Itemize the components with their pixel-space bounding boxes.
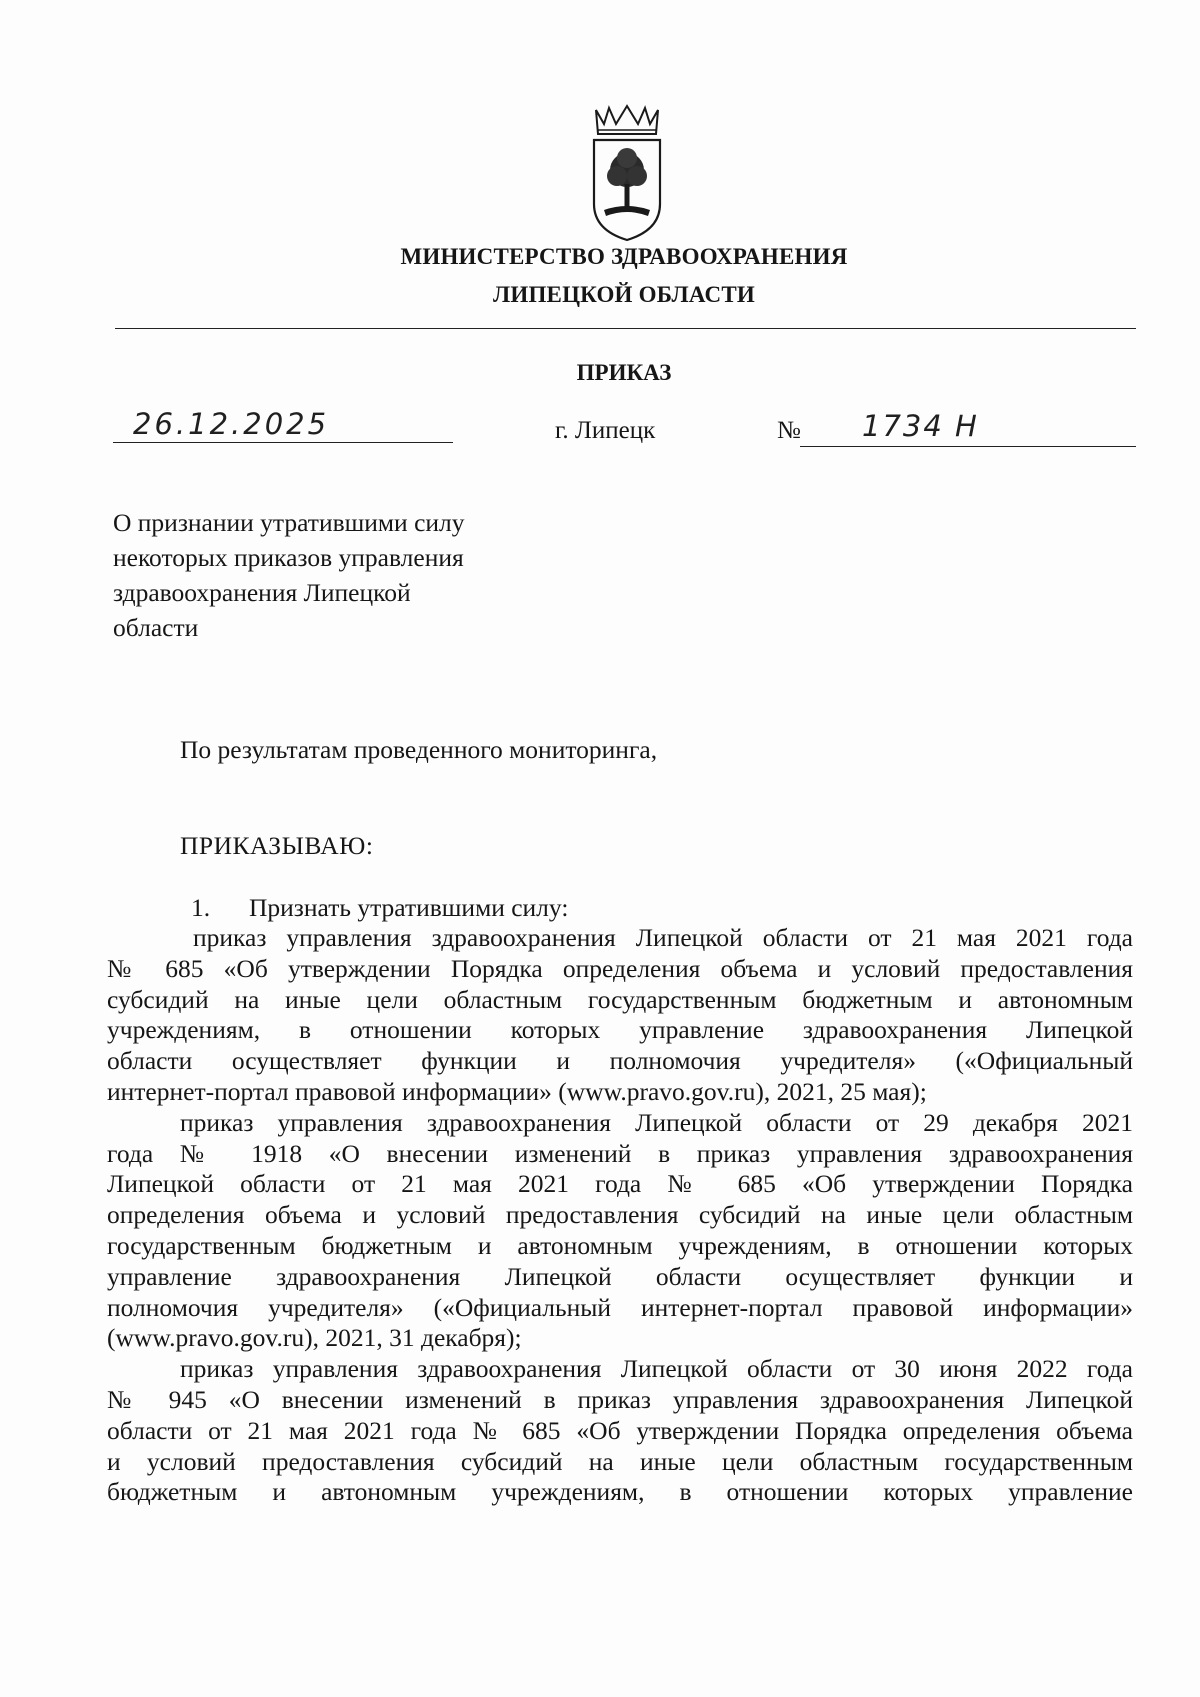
city-label: г. Липецк — [555, 417, 656, 444]
handwritten-date: 26.12.2025 — [133, 407, 330, 441]
number-underline — [800, 446, 1136, 447]
paragraph-line: (www.pravo.gov.ru), 2021, 31 декабря); — [107, 1323, 522, 1353]
paragraph-line: учреждениям, в отношении которых управление здравоохранения Липецкой — [107, 1015, 1133, 1045]
order-keyword: ПРИКАЗЫВАЮ: — [180, 831, 374, 860]
paragraph-line: интернет-портал правовой информации» (www.pravo.gov.ru), 2021, 25 мая); — [107, 1076, 927, 1106]
paragraph-line: управление здравоохранения Липецкой области осуществляет функции и — [107, 1261, 1133, 1291]
paragraph-line: бюджетным и автономным учреждениям, в отношении которых управление — [107, 1477, 1133, 1507]
paragraph-line: № 685 «Об утверждении Порядка определения объема и условий предоставления — [107, 953, 1133, 983]
list-item-1 — [191, 893, 568, 923]
paragraph-line: полномочия учредителя» («Официальный интернет-портал правовой информации» — [107, 1292, 1133, 1322]
handwritten-number: 1734 Н — [862, 409, 979, 443]
document-body — [107, 923, 1133, 1508]
paragraph-line: № 945 «О внесении изменений в приказ управления здравоохранения Липецкой — [107, 1384, 1133, 1414]
item-text: Признать утратившими силу: — [249, 893, 569, 922]
subject-line: О признании утратившими силу — [113, 508, 465, 537]
subject-line: некоторых приказов управления — [113, 543, 464, 572]
subject-line: области — [113, 613, 199, 642]
ministry-name-line2: ЛИПЕЦКОЙ ОБЛАСТИ — [493, 282, 755, 307]
paragraph-line: определения объема и условий предоставления субсидий на иные цели областным — [107, 1200, 1133, 1230]
paragraph-line: субсидий на иные цели областным государственным бюджетным и автономным — [107, 984, 1133, 1014]
ministry-name-line1: МИНИСТЕРСТВО ЗДРАВООХРАНЕНИЯ — [400, 244, 848, 269]
paragraph-line: и условий предоставления субсидий на иные цели областным государственным — [107, 1446, 1133, 1476]
paragraph-line: государственным бюджетным и автономным учреждениям, в отношении которых — [107, 1230, 1133, 1260]
header-divider — [115, 328, 1136, 329]
paragraph-line: Липецкой области от 21 мая 2021 года № 685 «Об утверждении Порядка — [107, 1169, 1133, 1199]
coat-of-arms-emblem — [590, 104, 664, 244]
document-type-title: ПРИКАЗ — [576, 360, 672, 385]
item-number: 1. — [191, 893, 211, 922]
paragraph-line: приказ управления здравоохранения Липецкой области от 30 июня 2022 года — [180, 1354, 1133, 1384]
date-underline — [113, 442, 453, 443]
number-sign: № — [777, 417, 801, 444]
paragraph-line: области от 21 мая 2021 года № 685 «Об утверждении Порядка определения объема — [107, 1415, 1133, 1445]
paragraph-line: года № 1918 «О внесении изменений в приказ управления здравоохранения — [107, 1138, 1133, 1168]
order-basis: По результатам проведенного мониторинга, — [180, 735, 658, 764]
paragraph-line: приказ управления здравоохранения Липецкой области от 21 мая 2021 года — [193, 923, 1133, 952]
paragraph-line: области осуществляет функции и полномочия учредителя» («Официальный — [107, 1046, 1133, 1076]
subject-line: здравоохранения Липецкой — [113, 578, 411, 607]
document-subject — [113, 505, 533, 645]
paragraph-line: приказ управления здравоохранения Липецкой области от 29 декабря 2021 — [180, 1107, 1133, 1137]
